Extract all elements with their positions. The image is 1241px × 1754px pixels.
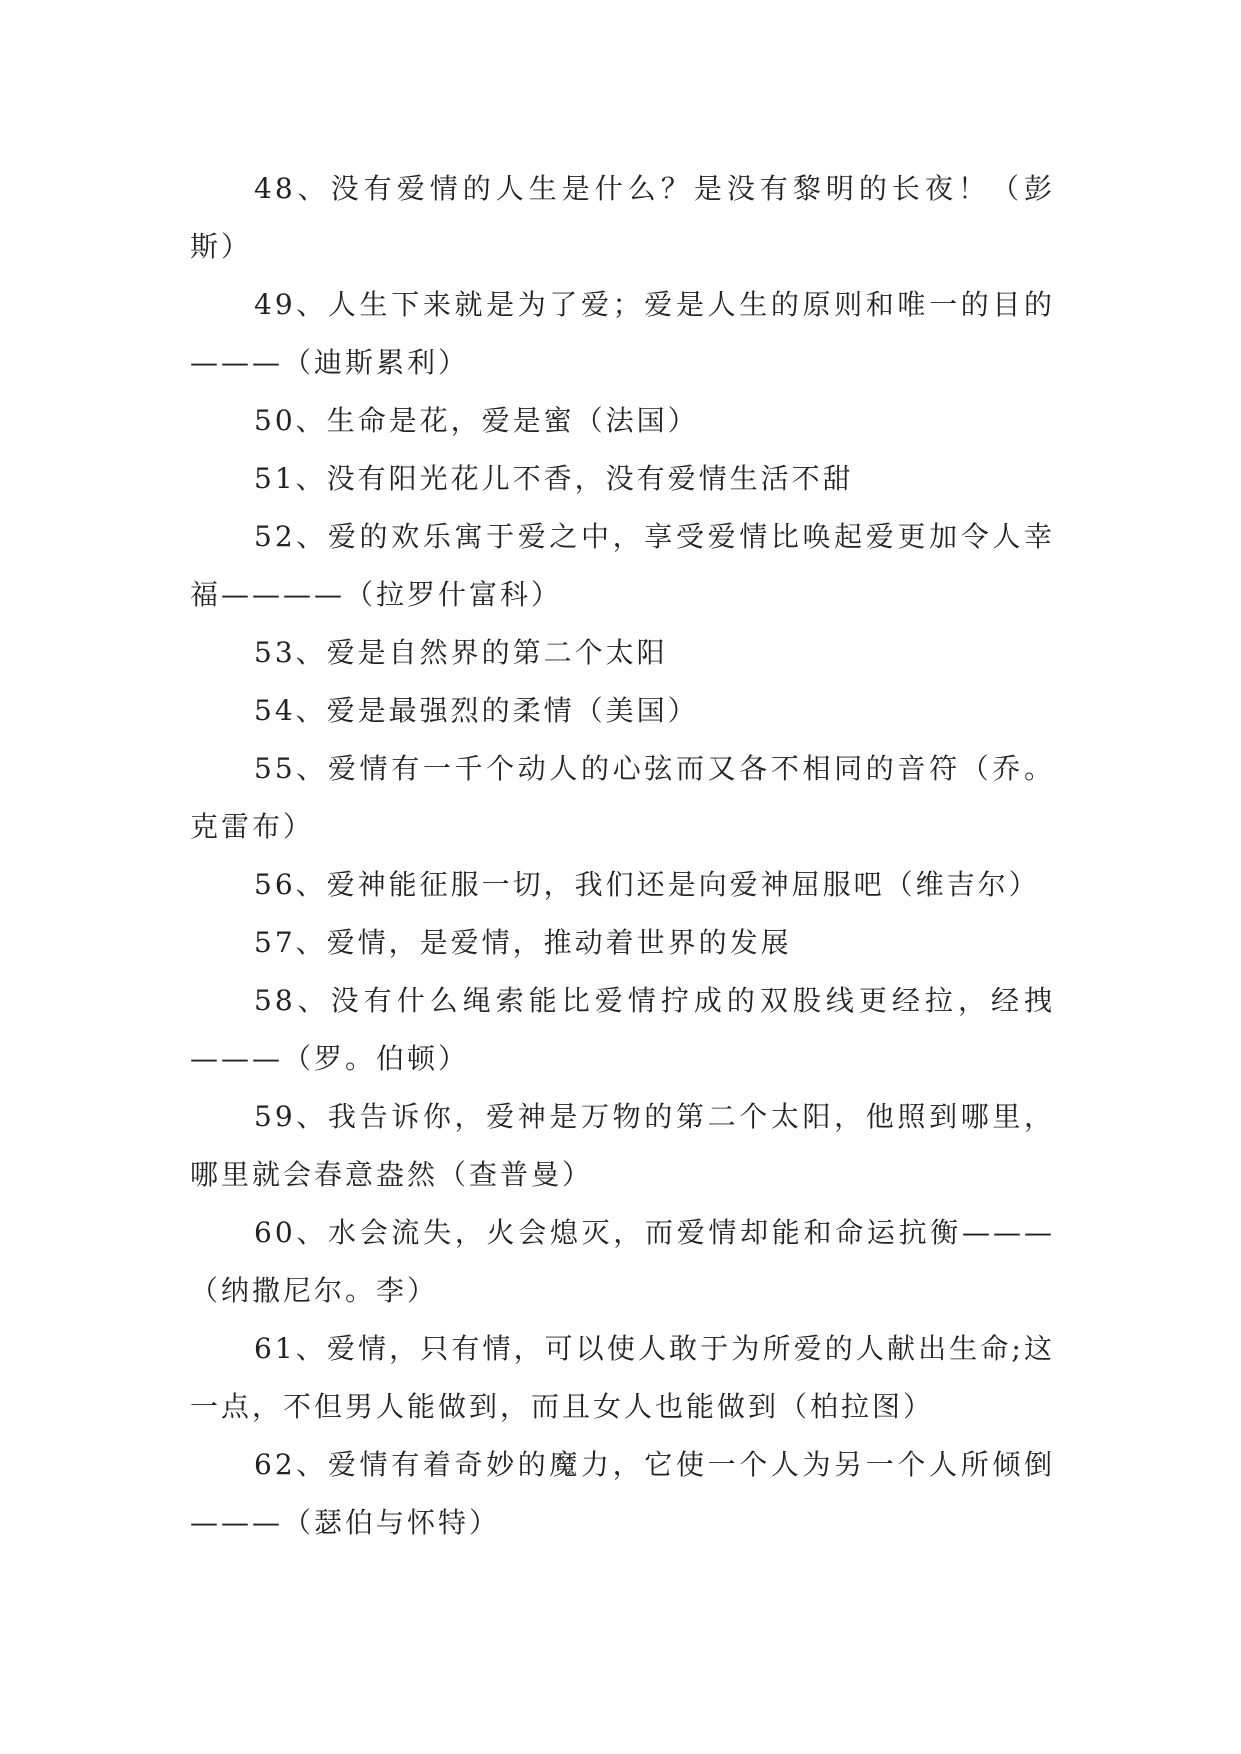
quote-60: 60、水会流失，火会熄灭，而爱情却能和命运抗衡———（纳撒尼尔。李） xyxy=(190,1216,1055,1307)
quote-52: 52、爱的欢乐寓于爱之中，享受爱情比唤起爱更加令人幸福————（拉罗什富科） xyxy=(190,520,1055,611)
quote-59: 59、我告诉你，爱神是万物的第二个太阳，他照到哪里，哪里就会春意盎然（查普曼） xyxy=(190,1100,1055,1191)
quote-53: 53、爱是自然界的第二个太阳 xyxy=(254,636,668,669)
quote-50: 50、生命是花，爱是蜜（法国） xyxy=(254,404,699,437)
quote-list xyxy=(190,160,1055,1552)
quote-49: 49、人生下来就是为了爱；爱是人生的原则和唯一的目的———（迪斯累利） xyxy=(190,288,1055,379)
quote-61: 61、爱情，只有情，可以使人敢于为所爱的人献出生命;这一点，不但男人能做到，而且女人也能做到（柏拉图） xyxy=(190,1332,1055,1423)
quote-51: 51、没有阳光花儿不香，没有爱情生活不甜 xyxy=(254,462,854,495)
quote-54: 54、爱是最强烈的柔情（美国） xyxy=(254,694,699,727)
quote-56: 56、爱神能征服一切，我们还是向爱神屈服吧（维吉尔） xyxy=(254,868,1040,901)
quote-57: 57、爱情，是爱情，推动着世界的发展 xyxy=(254,926,792,959)
quote-48: 48、没有爱情的人生是什么？是没有黎明的长夜！（彭斯） xyxy=(190,172,1055,263)
quote-62: 62、爱情有着奇妙的魔力，它使一个人为另一个人所倾倒———（瑟伯与怀特） xyxy=(190,1448,1055,1539)
quote-58: 58、没有什么绳索能比爱情拧成的双股线更经拉，经拽———（罗。伯顿） xyxy=(190,984,1055,1075)
quote-55: 55、爱情有一千个动人的心弦而又各不相同的音符（乔。克雷布） xyxy=(190,752,1055,843)
